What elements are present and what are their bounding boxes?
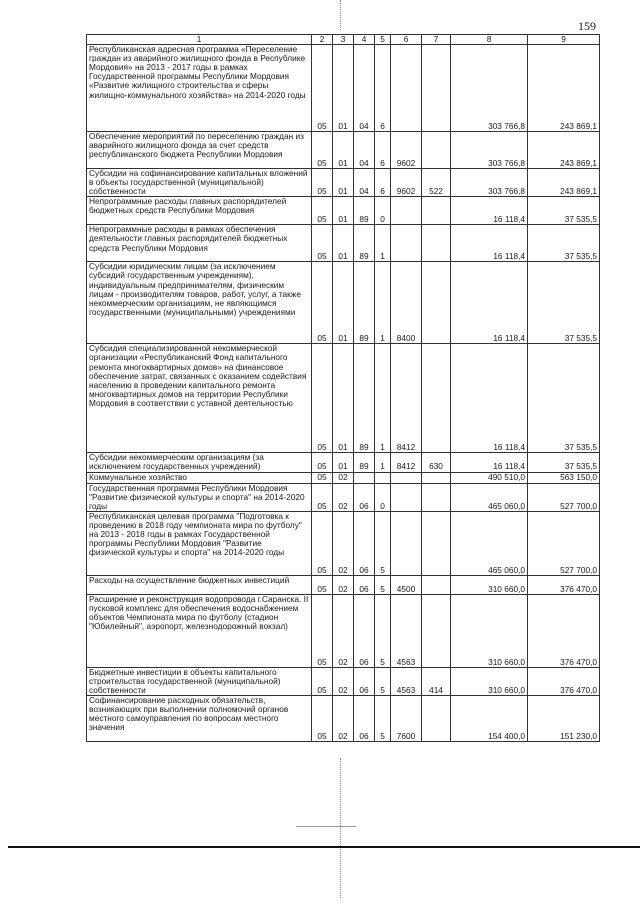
row-value-cell: 303 766,8 [451,45,528,132]
row-value-cell: 05 [312,262,333,344]
row-value-cell: 06 [354,575,375,594]
row-value-cell: 7600 [391,696,422,742]
table-row [87,169,600,197]
budget-table [86,34,600,742]
row-value-cell: 02 [333,667,354,695]
row-value-cell [375,472,391,483]
row-value-cell: 02 [333,472,354,483]
row-value-cell: 05 [312,45,333,132]
row-name-cell: Субсидия специализированной некоммерческой организации «Республиканский Фонд капитального ремонта многоквартирных домов» на финансовое обеспечение затрат, связанных с оказанием содействия населению в проведении капитального ремонта многоквартирных домов на территории Республики Мордовия в соответствии с уставной деятельностью [87,344,312,453]
row-value-cell: 06 [354,696,375,742]
row-value-cell: 89 [354,344,375,453]
page-number: 159 [578,19,596,33]
row-value-cell: 8400 [391,262,422,344]
row-value-cell: 527 700,0 [528,483,600,511]
row-value-cell: 465 060,0 [451,483,528,511]
table-row [87,483,600,511]
row-value-cell: 6 [375,169,391,197]
table-row [87,594,600,667]
row-value-cell [422,197,451,225]
row-name-cell: Расширение и реконструкция водопровода г.Саранска. II пусковой комплекс для обеспечения водоснабжением объектов Чемпионата мира по футболу (стадион "Юбилейный", аэропорт, железнодорожный вокзал) [87,594,312,667]
row-value-cell: 8412 [391,344,422,453]
row-value-cell: 05 [312,594,333,667]
row-value-cell: 6 [375,45,391,132]
col-header: 2 [312,35,333,45]
row-value-cell: 630 [422,453,451,472]
row-name-cell: Государственная программа Республики Мордовия "Развитие физической культуры и спорта" на 2014-2020 годы [87,483,312,511]
row-value-cell [391,483,422,511]
row-value-cell: 37 535,5 [528,225,600,262]
row-value-cell: 04 [354,132,375,169]
row-value-cell: 06 [354,511,375,575]
scan-fold-line [340,0,341,30]
row-value-cell: 37 535,5 [528,262,600,344]
row-value-cell: 02 [333,483,354,511]
row-value-cell: 303 766,8 [451,132,528,169]
row-value-cell: 1 [375,262,391,344]
row-value-cell: 490 510,0 [451,472,528,483]
row-value-cell [422,483,451,511]
row-name-cell: Софинансирование расходных обязательств, возникающих при выполнении полномочий органов местного самоуправления по вопросам местного значения [87,696,312,742]
row-value-cell: 243 869,1 [528,132,600,169]
table-row [87,344,600,453]
row-value-cell: 05 [312,575,333,594]
row-value-cell: 01 [333,45,354,132]
table-row [87,575,600,594]
row-value-cell [391,511,422,575]
row-value-cell: 05 [312,667,333,695]
row-value-cell [391,45,422,132]
row-value-cell: 01 [333,225,354,262]
row-value-cell: 05 [312,511,333,575]
row-value-cell: 0 [375,197,391,225]
row-name-cell: Обеспечение мероприятий по переселению граждан из аварийного жилищного фонда за счет средств республиканского бюджета Республики Мордовия [87,132,312,169]
row-value-cell: 154 400,0 [451,696,528,742]
table-row [87,197,600,225]
table-row [87,45,600,132]
row-value-cell: 37 535,5 [528,344,600,453]
row-value-cell [422,45,451,132]
row-value-cell: 303 766,8 [451,169,528,197]
row-value-cell: 01 [333,197,354,225]
row-value-cell: 02 [333,511,354,575]
row-value-cell: 4563 [391,594,422,667]
col-header: 7 [422,35,451,45]
scan-fold-line [340,758,341,898]
row-value-cell: 16 118,4 [451,453,528,472]
row-value-cell: 5 [375,575,391,594]
row-value-cell: 16 118,4 [451,197,528,225]
col-header: 4 [354,35,375,45]
row-value-cell: 1 [375,453,391,472]
row-name-cell: Республиканская адресная программа «Переселение граждан из аварийного жилищного фонда в Республике Мордовия» на 2013 - 2017 годы в рамках Государственной программы Республики Мордовия «Развитие жилищного строительства и сферы жилищно-коммунального хозяйства» на 2014-2020 годы [87,45,312,132]
table-body [87,45,600,742]
row-value-cell [422,225,451,262]
row-value-cell [422,511,451,575]
row-value-cell: 37 535,5 [528,453,600,472]
row-value-cell: 01 [333,453,354,472]
row-value-cell: 0 [375,483,391,511]
col-header: 3 [333,35,354,45]
row-value-cell: 05 [312,472,333,483]
row-value-cell: 1 [375,344,391,453]
row-name-cell: Субсидии некоммерческим организациям (за исключением государственных учреждений) [87,453,312,472]
row-value-cell: 01 [333,169,354,197]
row-value-cell: 376 470,0 [528,594,600,667]
row-value-cell: 4563 [391,667,422,695]
row-value-cell: 9602 [391,132,422,169]
row-value-cell: 563 150,0 [528,472,600,483]
row-value-cell [422,344,451,453]
row-name-cell: Непрограммные расходы в рамках обеспечения деятельности главных распорядителей бюджетных средств Республики Мордовия [87,225,312,262]
col-header: 6 [391,35,422,45]
table-row [87,696,600,742]
row-value-cell: 243 869,1 [528,169,600,197]
table-header-row [87,35,600,45]
row-value-cell: 527 700,0 [528,511,600,575]
table-row [87,472,600,483]
row-value-cell: 376 470,0 [528,575,600,594]
scan-border [8,846,640,848]
row-value-cell: 5 [375,594,391,667]
row-value-cell: 243 869,1 [528,45,600,132]
row-value-cell: 89 [354,453,375,472]
row-value-cell [354,472,375,483]
row-value-cell: 05 [312,453,333,472]
row-value-cell [422,575,451,594]
row-value-cell: 04 [354,45,375,132]
row-value-cell: 414 [422,667,451,695]
row-name-cell: Субсидии на софинансирование капитальных вложений в объекты государственной (муниципальной) собственности [87,169,312,197]
table-row [87,453,600,472]
row-value-cell: 522 [422,169,451,197]
row-value-cell [422,696,451,742]
row-value-cell: 6 [375,132,391,169]
row-value-cell: 37 535,5 [528,197,600,225]
row-value-cell: 01 [333,262,354,344]
table-row [87,132,600,169]
row-value-cell: 376 470,0 [528,667,600,695]
row-value-cell: 16 118,4 [451,225,528,262]
table-row [87,511,600,575]
row-name-cell: Коммунальное хозяйство [87,472,312,483]
row-value-cell: 05 [312,696,333,742]
row-value-cell: 06 [354,594,375,667]
row-name-cell: Бюджетные инвестиции в объекты капитального строительства государственной (муниципальной) собственности [87,667,312,695]
row-value-cell: 465 060,0 [451,511,528,575]
row-value-cell: 05 [312,225,333,262]
row-value-cell: 05 [312,132,333,169]
row-value-cell [422,262,451,344]
row-value-cell: 05 [312,197,333,225]
row-value-cell [391,225,422,262]
row-value-cell: 05 [312,344,333,453]
row-value-cell: 4500 [391,575,422,594]
row-value-cell [422,594,451,667]
row-value-cell: 5 [375,696,391,742]
row-name-cell: Субсидии юридическим лицам (за исключением субсидий государственным учреждениям), индивидуальным предпринимателям, физическим лицам - производителям товаров, работ, услуг, а также некоммерческим организациям, не являющимся государственными (муниципальными) учреждениями [87,262,312,344]
row-value-cell: 01 [333,132,354,169]
row-value-cell: 151 230,0 [528,696,600,742]
row-name-cell: Непрограммные расходы главных распорядителей бюджетных средств Республики Мордовия [87,197,312,225]
row-value-cell [391,472,422,483]
row-value-cell: 89 [354,262,375,344]
row-value-cell: 05 [312,169,333,197]
row-value-cell: 06 [354,483,375,511]
row-value-cell: 16 118,4 [451,262,528,344]
table-row [87,262,600,344]
col-header: 8 [451,35,528,45]
row-value-cell: 01 [333,344,354,453]
row-value-cell: 89 [354,197,375,225]
row-value-cell: 05 [312,483,333,511]
row-value-cell: 5 [375,667,391,695]
row-value-cell [391,197,422,225]
row-value-cell: 8412 [391,453,422,472]
row-value-cell [422,472,451,483]
scan-mark [296,826,356,827]
row-value-cell: 5 [375,511,391,575]
row-value-cell: 310 660,0 [451,594,528,667]
row-value-cell [422,132,451,169]
row-value-cell: 04 [354,169,375,197]
col-header: 1 [87,35,312,45]
table-row [87,225,600,262]
row-name-cell: Республиканская целевая программа "Подготовка к проведению в 2018 году чемпионата мира по футболу" на 2013 - 2018 годы в рамках Государственной программы Республики Мордовия "Развитие физической культуры и спорта" на 2014-2020 годы [87,511,312,575]
row-value-cell: 89 [354,225,375,262]
row-value-cell: 9602 [391,169,422,197]
row-value-cell: 1 [375,225,391,262]
table-row [87,667,600,695]
col-header: 5 [375,35,391,45]
col-header: 9 [528,35,600,45]
row-name-cell: Расходы на осуществление бюджетных инвестиций [87,575,312,594]
row-value-cell: 02 [333,575,354,594]
row-value-cell: 02 [333,696,354,742]
row-value-cell: 06 [354,667,375,695]
row-value-cell: 16 118,4 [451,344,528,453]
row-value-cell: 02 [333,594,354,667]
row-value-cell: 310 660,0 [451,667,528,695]
row-value-cell: 310 660,0 [451,575,528,594]
